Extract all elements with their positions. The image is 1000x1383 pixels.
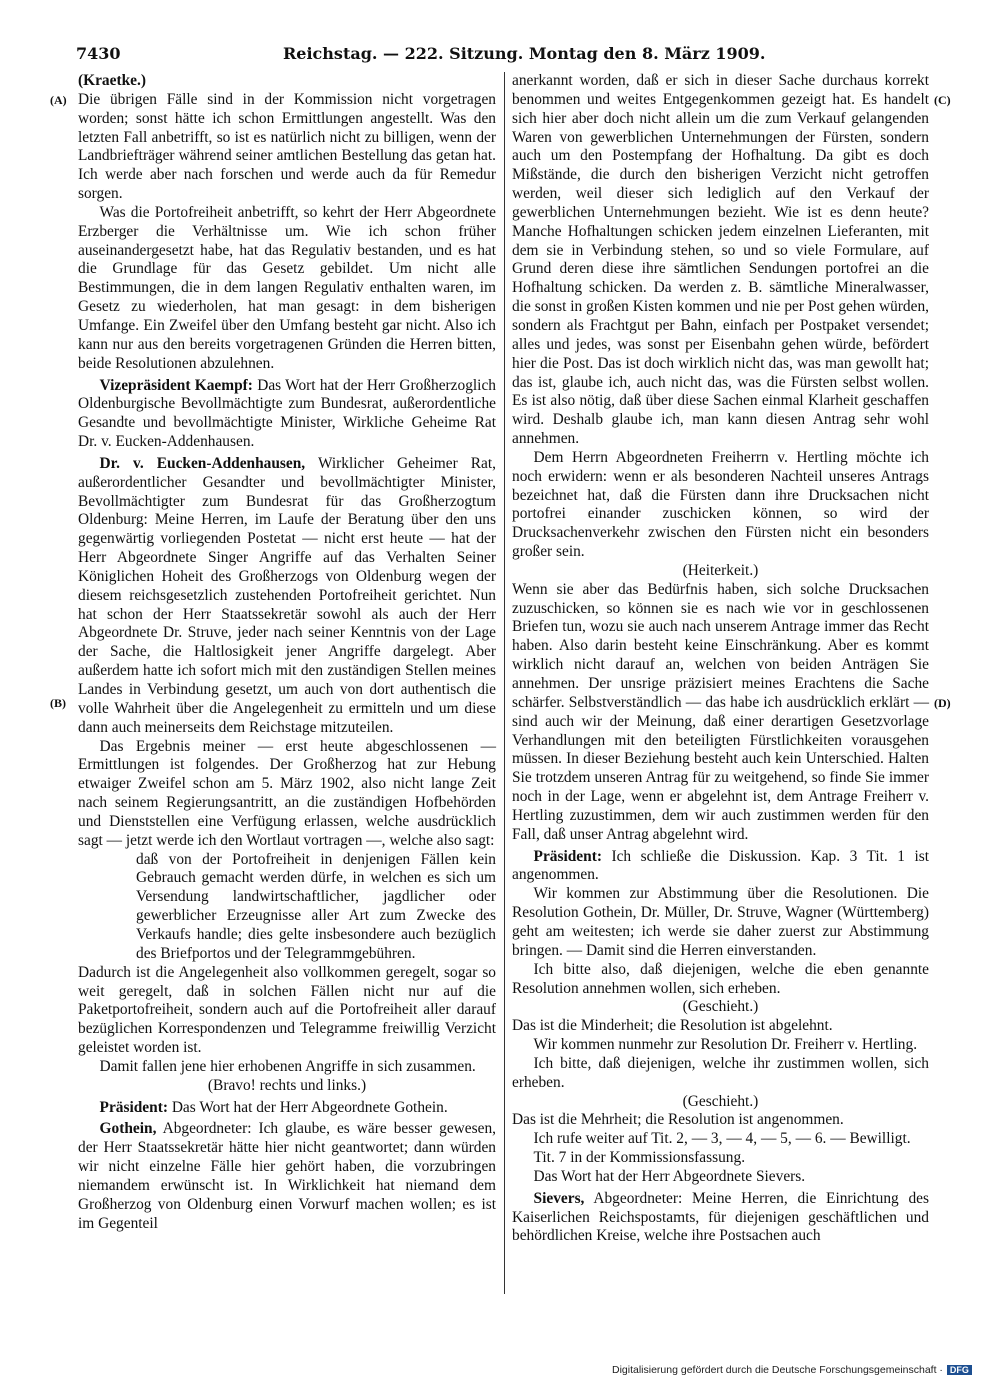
paragraph: anerkannt worden, daß er sich in dieser Sache durchaus korrekt benommen und weites Entgegenkommen gezeigt hat. Es handelt sich hier aber doch nicht allein um die zum Verkauf gelangenden Waren von gewerblichen Unternehmungen der Fürsten, sondern auch um den Postempfang der Hofhaltung. Da gibt es doch Mißstände, die durch den bisherigen Verzicht nicht getroffen werden, weil dieser sich lediglich auf den Verkauf der gewerblichen Unternehmungen bezieht. Wie ist es denn heute? Manche Hofhaltungen schicken jedem einzelnen Lieferanten, mit dem sie in Verbindung stehen, so und so viele Formulare, auf Grund deren diese ihre sämtlichen Sendungen portofrei an die Hofhaltung schicken. Da werden z. B. sämtliche Mineralwasser, die sonst in großen Kisten kommen und nie per Post gehen würden, sondern als Frachtgut per Bahn, einfach per Postpaket versendet; alles und jedes, was sonst per Eisenbahn gehen würde, befördert hier die Post. Das ist doch wirklich nicht das, was man gewollt hat; das ist, glaube ich, auch nicht das, was die Fürsten selbst wollen. Es ist also nötig, daß über diese Sachen einmal Klarheit geschaffen wird. Deshalb glaube ich, man kann diesen Antrag sehr wohl annehmen. xyxy=(512,72,929,448)
speech-text: Abgeordneter: Meine Herren, die Einrichtung des Kaiserlichen Reichspostamts, für diejenigen geschäftlichen und behördlichen Kreise, welche ihre Postsachen auch xyxy=(512,1189,930,1245)
paragraph: Ich rufe weiter auf Tit. 2, — 3, — 4, — 5, — 6. — Bewilligt. xyxy=(533,1130,911,1148)
margin-marker-d: (D) xyxy=(934,696,951,710)
speech-paragraph xyxy=(78,455,496,738)
speaker-name: Dr. v. Eucken-Addenhausen, xyxy=(99,454,306,472)
interjection: (Geschieht.) xyxy=(682,1092,759,1110)
left-column xyxy=(78,72,496,1233)
paragraph: Das ist die Mehrheit; die Resolution ist angenommen. xyxy=(512,1111,844,1129)
paragraph: Dem Herrn Abgeordneten Freiherrn v. Hertling möchte ich noch erwidern: wenn er als besonderen Nachteil unseres Antrags bezeichnet hat, daß die Fürsten dann ihre Drucksachen nicht portofrei einander zuschicken können, so wird der Drucksachenverkehr zwischen den Fürsten nicht ein besonders großer sein. xyxy=(512,448,929,561)
speech-text: Abgeordneter: Ich glaube, es wäre besser gewesen, der Herr Staatssekretär hätte hier nicht geantwortet; dann würden wir nicht einzelne Fälle hier gehört haben, die vorzubringen niemandem erwünscht ist. In Wirklichkeit hat niemand dem Großherzog von Oldenburg einen Vorwurf machen wollen; es ist im Gegenteil xyxy=(78,1120,496,1232)
paragraph: Dadurch ist die Angelegenheit also vollkommen geregelt, sogar so weit geregelt, daß in solchen Fällen nicht nur auf die Paketportofreiheit, sondern auch auf die Portofreiheit aller darauf bezüglichen Korrespondenzen und Telegramme freiwillig Verzicht geleistet worden ist. xyxy=(78,963,496,1057)
dfg-logo: DFG xyxy=(947,1365,972,1375)
speaker-name: Gothein, xyxy=(99,1120,157,1138)
page-header xyxy=(76,44,766,70)
paragraph: Ich bitte also, daß diejenigen, welche die eben genannte Resolution annehmen wollen, sich erheben. xyxy=(512,960,929,997)
page-number: 7430 xyxy=(76,44,121,63)
margin-marker-a: (A) xyxy=(50,93,67,107)
speaker-name: Vizepräsident Kaempf: xyxy=(99,376,253,394)
speech-paragraph xyxy=(78,1099,496,1118)
paragraph: Die übrigen Fälle sind in der Kommission nicht vorgetragen worden; sonst hätte ich schon Ermittlungen angestellt. Was den letzten Fall anbetrifft, so ist es natürlich nicht zu billigen, wenn der Landbriefträger während seiner amtlichen Bestellung das getan hat. Ich werde aber nach forschen und werde auch da für Remedur sorgen. xyxy=(78,90,496,203)
margin-marker-b: (B) xyxy=(50,696,66,710)
paragraph: Was die Portofreiheit anbetrifft, so kehrt der Herr Abgeordnete Erzberger die Verhältnisse um. Wie ich schon früher auseinandergesetzt habe, hat das Regulativ bestanden, und es hat die Grundlage für das Gesetz gebildet. Um nicht alle Bestimmungen, die in dem langen Regulativ enthalten waren, im Gesetz zu wiederholen, hat man gesagt: in dem bisherigen Umfange. Ein Zweifel über den Umfang besteht gar nicht. Also ich kann nur aus den bereits vorgetragenen Gründen die Herren bitten, beide Resolutionen abzulehnen. xyxy=(78,203,496,372)
paragraph: Das Ergebnis meiner — erst heute abgeschlossenen — Ermittlungen ist folgendes. Der Großherzog hat zur Hebung etwaiger Zweifel schon am 5. März 1902, also nicht lange Zeit nach seinem Regierungsantritt, an die zuständigen Hofbehörden und Dienststellen eine Verfügung erlassen, welche ausdrücklich sagt — jetzt werde ich den Wortlaut vortragen —, welche also sagt: xyxy=(78,737,496,849)
paragraph: Ich bitte, daß diejenigen, welche ihr zustimmen wollen, sich erheben. xyxy=(512,1054,929,1091)
interjection: (Geschieht.) xyxy=(682,998,759,1016)
speech-paragraph xyxy=(78,1120,496,1233)
speech-text: Das Wort hat der Herr Abgeordnete Gothein. xyxy=(171,1098,448,1116)
interjection: (Heiterkeit.) xyxy=(682,561,759,579)
speaker-name: Präsident: xyxy=(533,847,602,865)
paragraph: Das ist die Minderheit; die Resolution ist abgelehnt. xyxy=(512,1017,833,1035)
speech-paragraph xyxy=(512,1190,929,1247)
credit-text: Digitalisierung gefördert durch die Deutsche Forschungsgemeinschaft · xyxy=(612,1364,943,1376)
digitization-credit xyxy=(612,1364,972,1376)
speech-text: Wirklicher Geheimer Rat, außerordentlicher Gesandter und bevollmächtigter Minister, Bevollmächtigter zum Bundesrat für das Großherzogtum Oldenburg: Meine Herren, im Laufe der Beratung über den uns gegenwärtig vorliegenden Postetat — nicht erst heute — hat der Herr Abgeordnete Singer Angriffe auf das Verhalten Seiner Königlichen Hoheit des Großherzogs von Oldenburg wegen der diesem reichsgesetzlich zustehenden Portofreiheit gerichtet. Nun hat schon der Herr Staatssekretär sowohl als auch der Herr Abgeordnete Dr. Struve, jeder nach seiner Kenntnis von der Lage der Sache, die Haltlosigkeit jener Angriffe dargelegt. Aber außerdem hatte ich sofort mich mit den zuständigen Stellen meines Landes in Verbindung gesetzt, um auch von dort authentisch die volle Wahrheit über die Angelegenheit zu ermitteln und um diese dann auch meinerseits dem Reichstage mitzuteilen. xyxy=(78,454,496,736)
speech-paragraph xyxy=(78,377,496,452)
speaker-name: Präsident: xyxy=(99,1098,168,1116)
speech-paragraph xyxy=(512,848,929,886)
speaker-tag: (Kraetke.) xyxy=(78,72,146,89)
column-divider xyxy=(504,72,505,1294)
paragraph: Wenn sie aber das Bedürfnis haben, sich solche Drucksachen zuzuschicken, so können sie es nach wie vor in geschlossenen Briefen tun, wozu sie auch nach unserem Antrage immer das Recht haben. Also darin besteht keine Einschränkung. Aber es kommt wirklich nicht darauf an, welchen von beiden Anträgen Sie annehmen. Der unsrige präzisiert meines Erachtens die Sache schärfer. Selbstverständlich — das habe ich ausdrücklich erklärt — sind auch wir der Meinung, daß einer derartigen Gesetzvorlage Verhandlungen mit den beteiligten Fürstlichkeiten vorausgehen müssen. In dieser Beziehung besteht auch kein Unterschied. Halten Sie trotzdem unseren Antrag für zu weitgehend, so finde Sie immer noch in der Lage, wenn er abgelehnt ist, dem Antrage Freiherr v. Hertling zuzustimmen, dem wir auch zustimmen werden für den Fall, daß unser Antrag abgelehnt wird. xyxy=(512,580,929,843)
running-title: Reichstag. — 222. Sitzung. Montag den 8. März 1909. xyxy=(283,44,766,63)
right-column xyxy=(512,72,929,1246)
speech-text: Ich schließe die Diskussion. Kap. 3 Tit. 1 ist angenommen. xyxy=(512,847,929,884)
quotation: daß von der Portofreiheit in denjenigen Fällen kein Gebrauch gemacht werden dürfe, in welchen es sich um Versendung landwirtschaftlicher, jagdlicher oder gewerblicher Erzeugnisse aller Art zum Zwecke des Verkaufs handle; dies gelte insbesondere auch bezüglich des Briefportos und der Telegrammgebühren. xyxy=(136,850,496,962)
interjection: (Bravo! rechts und links.) xyxy=(207,1076,367,1094)
paragraph: Tit. 7 in der Kommissionsfassung. xyxy=(533,1149,746,1167)
paragraph: Das Wort hat der Herr Abgeordnete Sievers. xyxy=(533,1167,806,1185)
speech-text: Das Wort hat der Herr Großherzoglich Oldenburgische Bevollmächtigte zum Bundesrat, außerordentliche Gesandte und bevollmächtigte Minister, Wirkliche Geheime Rat Dr. v. Eucken-Addenhausen. xyxy=(78,376,496,451)
speaker-name: Sievers, xyxy=(533,1189,585,1207)
paragraph: Wir kommen nunmehr zur Resolution Dr. Freiherr v. Hertling. xyxy=(533,1036,918,1054)
paragraph: Damit fallen jene hier erhobenen Angriffe in sich zusammen. xyxy=(99,1057,476,1075)
margin-marker-c: (C) xyxy=(934,93,951,107)
paragraph: Wir kommen zur Abstimmung über die Resolutionen. Die Resolution Gothein, Dr. Müller, Dr. Struve, Wagner (Württemberg) geht am weitesten; ich werde sie daher zuerst zur Abstimmung bringen. — Damit sind die Herren einverstanden. xyxy=(512,885,929,959)
